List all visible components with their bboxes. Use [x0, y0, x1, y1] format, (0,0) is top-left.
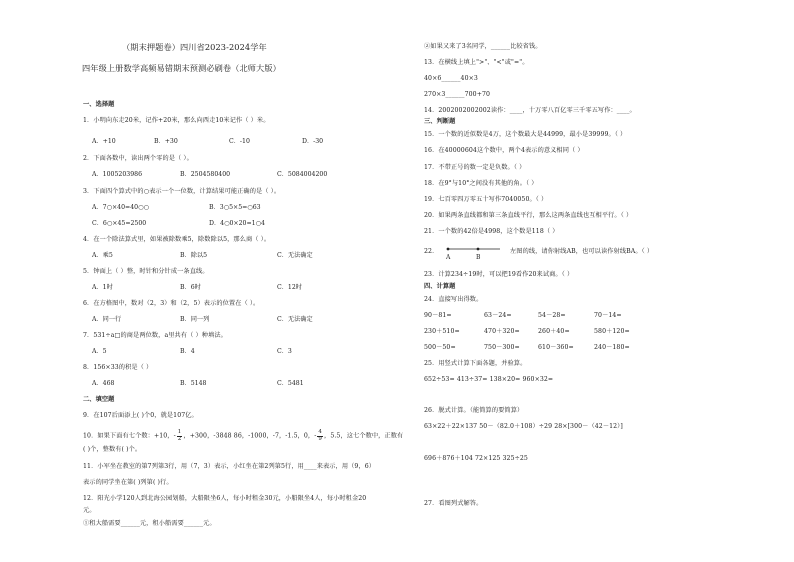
- section-calc: 四、计算题: [424, 283, 456, 290]
- question-17: 17．不带正号的数一定是负数。（ ）: [424, 164, 526, 171]
- question-19: 19．七百零四万零五十写作7040050。（ ）: [424, 196, 548, 203]
- q6-option-a: A．同一行: [92, 316, 122, 323]
- q10-fraction-2: [317, 430, 323, 442]
- question-14: 14．2002002002002读作：____，十万零八百亿零三千零五写作：____。: [424, 107, 636, 114]
- q24-cell: 470＋320=: [484, 328, 520, 335]
- question-3: 3．下面四个算式中的○表示一个一位数，计算结果可能正确的是（ ）。: [83, 188, 281, 195]
- q3-option-b: B．3○5×5=○63: [209, 204, 261, 211]
- q8-option-a: A．468: [92, 380, 115, 387]
- question-10: [83, 430, 403, 442]
- title-line-2: 四年级上册数学高频易错期末预测必刷卷（北师大版）: [82, 63, 281, 73]
- segment-ab-diagram: [442, 244, 512, 262]
- q26-row-1: 63×22＋22×137 50－（82.0＋108）÷29 28×[300－（42－12）]: [424, 423, 623, 430]
- q5-option-b: B．6时: [180, 284, 201, 291]
- q24-row-3: [424, 344, 650, 352]
- q2-option-b: B．2504580400: [180, 171, 231, 178]
- q10-part-c: ，5.5，这七个数中，正数有: [324, 432, 404, 440]
- q6-option-b: B．同一列: [180, 316, 210, 323]
- question-22: [424, 248, 438, 256]
- q8-option-b: B．5148: [180, 380, 207, 387]
- question-4: 4．在一个除法算式里，如果被除数乘5，除数除以5，那么商（ ）。: [83, 236, 271, 243]
- question-20: 20．如果两条直线都和第三条直线平行，那么这两条直线也互相平行。（ ）: [424, 212, 633, 219]
- q3-option-c: C．6○×45=2500: [92, 220, 147, 227]
- question-10-cont: ( )个，整数有( )个。: [83, 446, 142, 453]
- q24-cell: 70－14=: [594, 312, 622, 319]
- q24-cell: 54－28=: [538, 312, 566, 319]
- section-judge: 三、判断题: [424, 118, 456, 125]
- question-25: 25．用竖式计算下面各题，并验算。: [424, 360, 527, 367]
- q1-option-d: D．-30: [302, 138, 324, 145]
- q5-option-a: A．1时: [92, 284, 113, 291]
- q1-option-b: B．+30: [154, 138, 178, 145]
- right-column: [424, 0, 754, 562]
- q1-option-c: C．-10: [229, 138, 250, 145]
- q25-row: 652÷53= 413÷37= 138×20= 960×32=: [424, 376, 554, 383]
- question-15: 15．一个数的近似数是4万，这个数最大是44999，最小是39999。（ ）: [424, 131, 627, 138]
- question-12-part-2: ②如果又来了3名同学，______比较省钱。: [424, 43, 542, 50]
- question-6: 6．在方格图中，数对（2，3）和（2，5）表示的位置在（ ）。: [83, 300, 260, 307]
- q8-option-c: C．5481: [277, 380, 304, 387]
- q24-cell: 90－81=: [424, 312, 452, 319]
- question-27: 27．看图列式解答。: [424, 500, 483, 507]
- q24-cell: 63－24=: [484, 312, 512, 319]
- question-16: 16．在40000604这个数中，两个4表示的意义相同（ ）: [424, 147, 584, 154]
- q24-row-2: [424, 328, 650, 336]
- title-line-1: （期末押题卷）四川省2023-2024学年: [122, 42, 267, 52]
- question-13-b: 270×3______700+70: [424, 91, 491, 98]
- question-26: 26．脱式计算。（能简算的要简算）: [424, 407, 524, 414]
- question-11: 11．小军坐在教室的第7列第3行，用（7，3）表示，小红坐在第2列第5行，用____来表示，用（9，6）: [83, 463, 376, 470]
- q3-option-d: D．4○0×20=1○4: [209, 220, 265, 227]
- q1-option-a: A．+10: [92, 138, 116, 145]
- q24-cell: 750－300=: [484, 344, 520, 351]
- question-12-part-1: ①租大船需要______元，租小船需要______元。: [83, 520, 216, 527]
- q24-cell: 230＋510=: [424, 328, 460, 335]
- question-21: 21．一个数的42倍是4998，这个数是118（ ）: [424, 228, 559, 235]
- question-23: 23．计算234÷19时，可以把19看作20来试商。（ ）: [424, 271, 574, 278]
- q4-option-a: A．乘5: [92, 252, 113, 259]
- question-22-text: 左图的线，请你射线AB，也可以读作射线BA。（ ）: [510, 248, 654, 255]
- q7-option-a: A．5: [92, 348, 107, 355]
- section-fill: 二、填空题: [83, 396, 115, 403]
- q10-fraction-1-den: 2: [177, 435, 182, 442]
- q4-option-b: B．除以5: [180, 252, 208, 259]
- question-9: 9．在107后面添上( )个0，就是107亿。: [83, 412, 198, 419]
- q10-fraction-2-den: 9: [318, 435, 323, 442]
- q24-cell: 500－50=: [424, 344, 456, 351]
- question-12: 12．阳光小学120人到北海公园划船，大船限坐6人，每小时租金30元，小船限坐4人，每小时租金20: [83, 495, 367, 502]
- q6-option-c: C．无法确定: [277, 316, 313, 323]
- q22-number: 22．: [424, 248, 439, 255]
- q24-row-1: [424, 312, 650, 320]
- question-11-cont: 表示的同学坐在第( )列第( )行。: [83, 479, 173, 486]
- question-1: 1．小明向东走20米，记作+20米，那么向西走10米记作（ ）米。: [83, 117, 270, 124]
- point-a: [447, 248, 450, 251]
- question-18: 18．在9°与10°之间没有其他的角。（ ）: [424, 180, 538, 187]
- left-column: [70, 0, 404, 562]
- q10-fraction-1: [177, 430, 183, 442]
- q2-option-a: A．1005203986: [92, 171, 143, 178]
- point-b: [477, 248, 480, 251]
- q24-cell: 610－360=: [538, 344, 574, 351]
- q26-row-2: 696＋876＋104 72×125 325÷25: [424, 455, 528, 462]
- q10-fraction-1-num: 1: [177, 429, 182, 435]
- q5-option-c: C．12时: [277, 284, 302, 291]
- q24-cell: 240－180=: [594, 344, 630, 351]
- question-7: 7．531÷a□的商是两位数，a里共有（ ）种填法。: [83, 332, 227, 339]
- q10-fraction-2-num: 4: [318, 429, 323, 435]
- question-2: 2．下面各数中，读出两个零的是（ ）。: [83, 155, 193, 162]
- question-8: 8．156×33的积是（ ）: [83, 364, 153, 371]
- q7-option-b: B．4: [180, 348, 195, 355]
- section-choice: 一、选择题: [83, 101, 115, 108]
- question-5: 5．钟面上（ ）整，时针和分针成一条直线。: [83, 268, 209, 275]
- q24-cell: 260＋40=: [538, 328, 570, 335]
- q3-option-a: A．7○×40=40○○: [92, 204, 149, 211]
- q7-option-c: C．3: [277, 348, 292, 355]
- question-12-cont: 元。: [83, 507, 96, 514]
- question-24: 24．直接写出得数。: [424, 296, 483, 303]
- q24-cell: 580＋120=: [594, 328, 630, 335]
- question-13-a: 40×6______40×3: [424, 75, 478, 82]
- q2-option-c: C．5084004200: [277, 171, 328, 178]
- label-b: B: [476, 254, 481, 261]
- question-13: 13．在横线上填上">"、"<"或"="。: [424, 59, 529, 66]
- q10-part-a: 10．如果下面有七个数：+10，-: [83, 432, 176, 440]
- label-a: A: [446, 254, 451, 261]
- q4-option-c: C．无法确定: [277, 252, 313, 259]
- q10-part-b: ，+300，-3848 86，-1000，-7，-1.5，0，-: [183, 432, 317, 440]
